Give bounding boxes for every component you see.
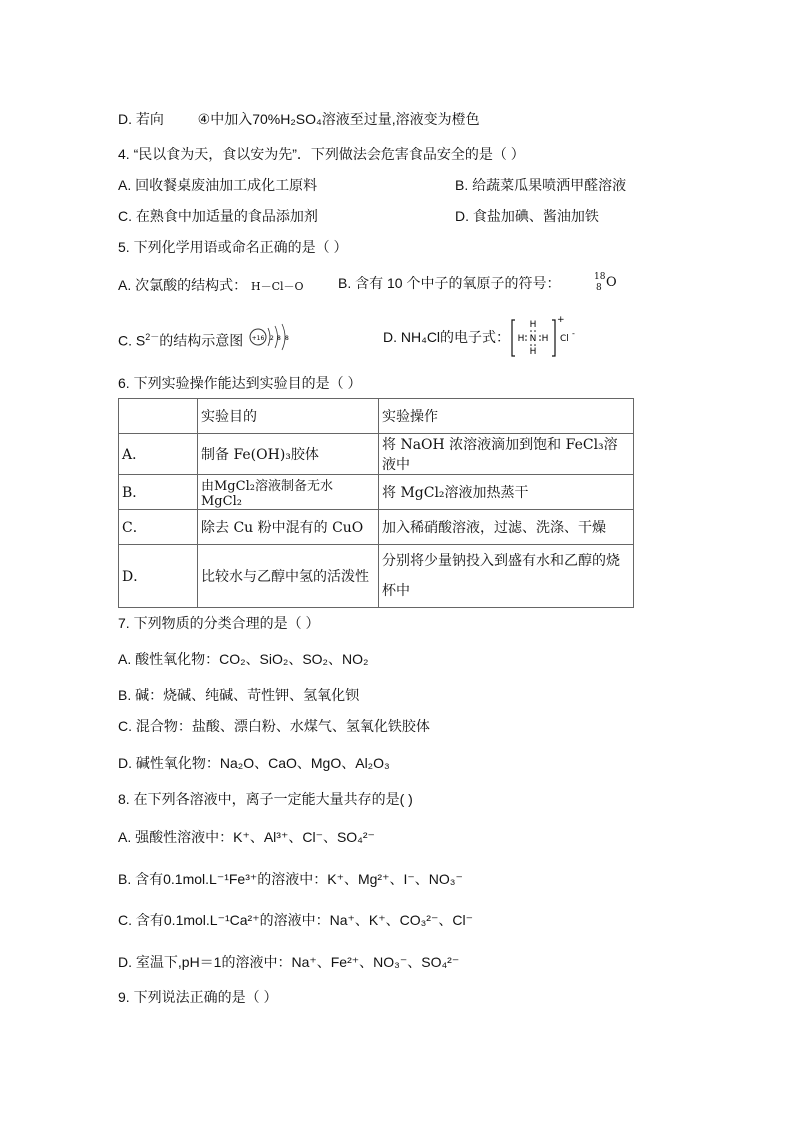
q5-option-b: B. 含有 10 个中子的氧原子的符号： bbox=[338, 275, 561, 291]
ammonium-chloride-electron-formula bbox=[510, 312, 580, 360]
table-row bbox=[119, 510, 634, 545]
n-center: N bbox=[529, 334, 537, 344]
table-cell-option: A． bbox=[119, 434, 198, 475]
chloride-symbol: Cl bbox=[560, 334, 569, 344]
table-row bbox=[119, 545, 634, 608]
plus-charge: + bbox=[557, 315, 565, 325]
q8-option-c: C. 含有0.1mol.L⁻¹Ca²⁺的溶液中：Na⁺、K⁺、CO₃²⁻、Cl⁻ bbox=[118, 912, 473, 928]
minus-charge: - bbox=[572, 329, 575, 338]
q5-element-symbol: O bbox=[606, 275, 617, 290]
table-cell-op: 分别将少量钠投入到盛有水和乙醇的烧杯中 bbox=[379, 545, 634, 608]
q7-option-a: A. 酸性氧化物：CO₂、SiO₂、SO₂、NO₂ bbox=[118, 651, 369, 667]
left-bracket bbox=[512, 320, 515, 356]
q4-stem: 4. “民以食为天，食以安为先”．下列做法会危害食品安全的是（ ） bbox=[118, 146, 525, 162]
q8-option-a: A. 强酸性溶液中：K⁺、Al³⁺、Cl⁻、SO₄²⁻ bbox=[118, 829, 375, 845]
q3-option-d-prefix: D. 若向 bbox=[118, 111, 164, 127]
q6-stem: 6. 下列实验操作能达到实验目的是（ ） bbox=[118, 375, 362, 391]
table-cell-goal: 除去 Cu 粉中混有的 CuO bbox=[198, 510, 379, 545]
q8-option-d: D. 室温下,pH＝1的溶液中：Na⁺、Fe²⁺、NO₃⁻、SO₄²⁻ bbox=[118, 954, 460, 970]
q5-option-c-pre: C. S bbox=[118, 332, 146, 349]
q4-option-a: A. 回收餐桌废油加工成化工原料 bbox=[118, 177, 318, 193]
q5-stem: 5. 下列化学用语或命名正确的是（ ） bbox=[118, 239, 348, 255]
shell-electrons-label: 8 bbox=[285, 335, 289, 342]
table-header-cell bbox=[119, 399, 198, 434]
q4-option-c: C. 在熟食中加适量的食品添加剂 bbox=[118, 208, 318, 224]
q5-mass-number: 18 bbox=[594, 272, 606, 282]
table-cell-goal: 由MgCl₂溶液制备无水 MgCl₂ bbox=[198, 475, 379, 510]
shell-electrons-label: 8 bbox=[277, 335, 281, 342]
q4-option-d: D. 食盐加碘、酱油加铁 bbox=[455, 208, 599, 224]
table-cell-op: 将 MgCl₂溶液加热蒸干 bbox=[379, 475, 634, 510]
h-left: H bbox=[517, 334, 525, 344]
q8-stem: 8. 在下列各溶液中，离子一定能大量共存的是( ) bbox=[118, 791, 413, 807]
q5-option-a-label: A. 次氯酸的结构式： bbox=[118, 277, 248, 293]
nucleus-charge: +16 bbox=[251, 335, 265, 342]
sulfide-structure-diagram bbox=[248, 320, 298, 354]
table-cell-op: 加入稀硝酸溶液，过滤、洗涤、干燥 bbox=[379, 510, 634, 545]
table-header-cell: 实验操作 bbox=[379, 399, 634, 434]
q5-option-a-formula: H－Cl－O bbox=[251, 280, 304, 293]
table-row bbox=[119, 434, 634, 475]
q7-option-b: B. 碱：烧碱、纯碱、苛性钾、氢氧化钡 bbox=[118, 687, 360, 703]
h-bottom: H bbox=[529, 347, 537, 357]
h-top: H bbox=[529, 320, 537, 330]
q3-option-d bbox=[118, 110, 480, 128]
q3-option-d-text: 中加入70%H₂SO₄溶液至过量,溶液变为橙色 bbox=[210, 111, 480, 127]
shell-electrons-label: 2 bbox=[270, 335, 274, 342]
q4-option-b: B. 给蔬菜瓜果喷洒甲醛溶液 bbox=[455, 177, 627, 193]
table-header-row bbox=[119, 399, 634, 434]
table-cell-option: B． bbox=[119, 475, 198, 510]
q7-option-d: D. 碱性氧化物：Na₂O、CaO、MgO、Al₂O₃ bbox=[118, 755, 390, 771]
q5-option-c bbox=[118, 328, 243, 350]
q5-atomic-number: 8 bbox=[596, 283, 602, 293]
q5-option-c-post: 的结构示意图 bbox=[159, 332, 244, 349]
table-row bbox=[119, 475, 634, 510]
q7-option-c: C. 混合物：盐酸、漂白粉、水煤气、氢氧化铁胶体 bbox=[118, 718, 430, 734]
q6-table bbox=[118, 398, 634, 608]
q5-isotope-symbol bbox=[594, 270, 624, 300]
q5-option-d: D. NH₄Cl的电子式： bbox=[383, 329, 511, 345]
right-bracket bbox=[552, 320, 555, 356]
table-cell-option: D． bbox=[119, 545, 198, 608]
q8-option-b: B. 含有0.1mol.L⁻¹Fe³⁺的溶液中：K⁺、Mg²⁺、I⁻、NO₃⁻ bbox=[118, 871, 463, 887]
h-right: H bbox=[541, 334, 549, 344]
table-cell-option: C． bbox=[119, 510, 198, 545]
table-cell-op: 将 NaOH 浓溶液滴加到饱和 FeCl₃溶液中 bbox=[379, 434, 634, 475]
table-cell-goal: 制备 Fe(OH)₃胶体 bbox=[198, 434, 379, 475]
q9-stem: 9. 下列说法正确的是（ ） bbox=[118, 989, 278, 1005]
q7-stem: 7. 下列物质的分类合理的是（ ） bbox=[118, 615, 320, 631]
q5-option-a bbox=[118, 276, 304, 296]
table-header-cell: 实验目的 bbox=[198, 399, 379, 434]
q5-option-c-charge: 2－ bbox=[145, 332, 160, 342]
table-cell-goal: 比较水与乙醇中氢的活泼性 bbox=[198, 545, 379, 608]
q3-option-d-circle: ④ bbox=[197, 111, 211, 127]
